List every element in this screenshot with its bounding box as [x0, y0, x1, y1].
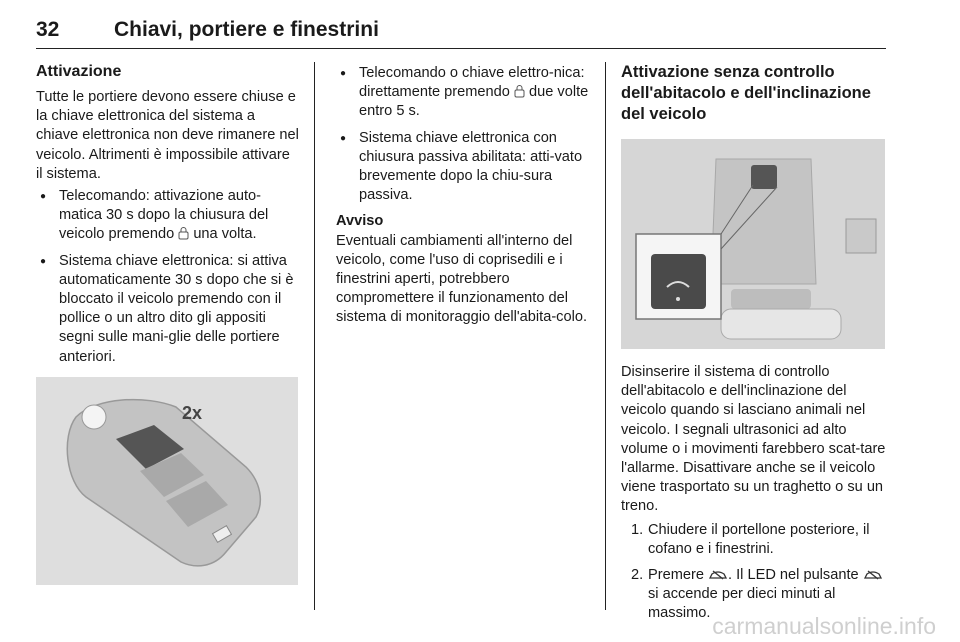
column-divider: [314, 62, 315, 610]
bullet-item: ● Sistema chiave elettronica con chiusura passiva abilitata: atti-vato brevemente dopo la chiu-sura passiva.: [336, 129, 596, 206]
page-header: [36, 10, 886, 50]
bullet-item: ● Telecomando: attivazione auto-matica 30 s dopo la chiusura del veicolo premendo una volta.: [36, 187, 300, 245]
bullet-item: ● Telecomando o chiave elettro-nica: direttamente premendo due volte entro 5 s.: [336, 64, 596, 122]
car-alarm-icon: [863, 569, 883, 581]
page-number: 32: [36, 18, 60, 41]
watermark: carmanualsonline.info: [712, 613, 936, 639]
step-item: 2. Premere . Il LED nel pulsante si accende per dieci minuti al massimo.: [621, 566, 887, 624]
note-title: Avviso: [336, 213, 384, 230]
key-fob-illustration: [36, 377, 298, 585]
lock-icon: [178, 226, 189, 240]
body-paragraph: Disinserire il sistema di controllo dell'abitacolo e dell'inclinazione del veicolo quando si lasciano animali nel veicolo. I segnali ultrasonici ad alto volume o i movimenti farebbero scat-tare l'allarme. Disattivare anche se il veicolo viene trasportato su un traghetto o su un treno.: [621, 364, 886, 515]
overhead-console-illustration: [621, 139, 885, 349]
column-divider: [605, 62, 606, 610]
bullet-list: [336, 64, 596, 205]
intro-paragraph: Tutte le portiere devono essere chiuse e la chiave elettronica del sistema a chiave elettronica non deve rimanere nel veicolo. Altrimenti è impossibile attivare il sistema.: [36, 89, 299, 182]
steps-list: [621, 521, 887, 624]
column-3: [621, 62, 887, 631]
page-title: Chiavi, portiere e finestrini: [114, 18, 379, 41]
lock-icon: [514, 84, 525, 98]
car-alarm-icon: [708, 569, 728, 581]
column-2: [336, 62, 596, 328]
bullet-list: [36, 187, 300, 367]
key-fob-figure: [36, 377, 298, 585]
section-heading: Attivazione: [36, 63, 122, 80]
bullet-item: ● Sistema chiave elettronica: si attiva automaticamente 30 s dopo che si è bloccato il veicolo premendo con il pollice o un altro dito gli appositi segni sulle mani-glie delle portiere anteriori.: [36, 252, 300, 367]
press-twice-label: 2x: [182, 402, 203, 423]
column-1: [36, 62, 300, 585]
note-text: Eventuali cambiamenti all'interno del veicolo, come l'uso di coprisedili e i finestrini aperti, potrebbero compromettere il funzionamento del sistema di monitoraggio dell'abita-colo.: [336, 232, 588, 326]
header-rule: [36, 48, 886, 49]
cabin-button-figure: [621, 139, 885, 349]
section-heading: Attivazione senza controllo dell'abitacolo e dell'inclinazione del veicolo: [621, 63, 871, 123]
step-item: 1. Chiudere il portellone posteriore, il cofano e i finestrini.: [631, 521, 870, 557]
